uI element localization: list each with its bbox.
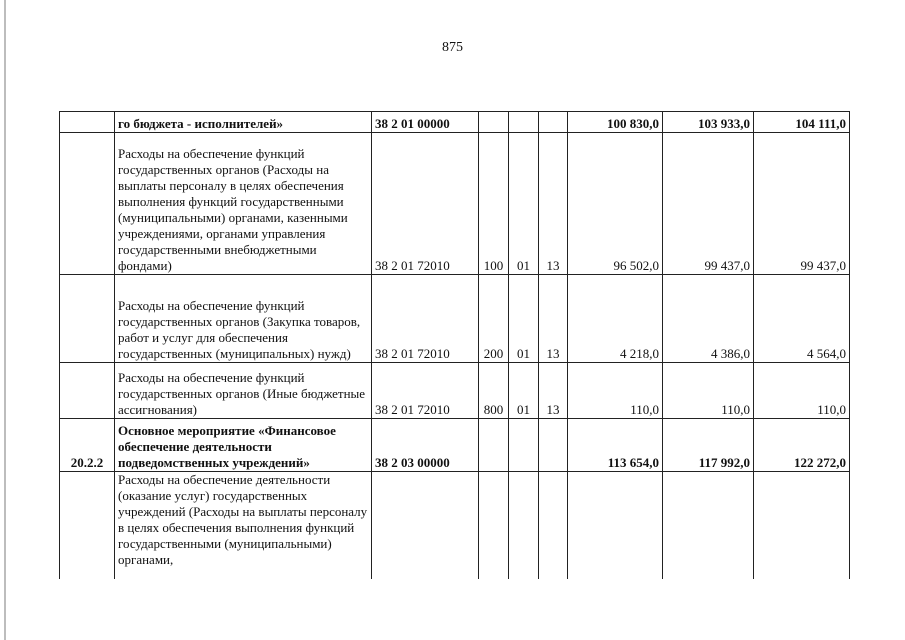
row-name: Расходы на обеспечение функций государственных органов (Иные бюджетные ассигнования) bbox=[115, 363, 372, 419]
row-year3 bbox=[754, 472, 850, 579]
row-name: Основное мероприятие «Финансовое обеспечение деятельности подведомственных учреждений» bbox=[115, 419, 372, 472]
row-pr: 13 bbox=[539, 133, 568, 275]
row-vr: 200 bbox=[479, 275, 509, 363]
row-year1: 100 830,0 bbox=[568, 112, 663, 133]
row-year2 bbox=[663, 472, 754, 579]
row-year1: 96 502,0 bbox=[568, 133, 663, 275]
row-year2: 110,0 bbox=[663, 363, 754, 419]
row-rz: 01 bbox=[509, 133, 539, 275]
table-row bbox=[60, 133, 850, 275]
row-vr bbox=[479, 112, 509, 133]
row-code: 38 2 01 00000 bbox=[372, 112, 479, 133]
table-row bbox=[60, 275, 850, 363]
row-rz bbox=[509, 112, 539, 133]
row-rz: 01 bbox=[509, 275, 539, 363]
row-code: 38 2 01 72010 bbox=[372, 133, 479, 275]
row-name: Расходы на обеспечение деятельности (оказание услуг) государственных учреждений (Расходы на выплаты персоналу в целях обеспечения выполнения функций государственными (муниципальными) органами, bbox=[115, 472, 372, 579]
row-year2: 117 992,0 bbox=[663, 419, 754, 472]
row-year1 bbox=[568, 472, 663, 579]
row-code: 38 2 01 72010 bbox=[372, 275, 479, 363]
row-year3: 110,0 bbox=[754, 363, 850, 419]
row-vr: 100 bbox=[479, 133, 509, 275]
row-pr: 13 bbox=[539, 275, 568, 363]
row-rz: 01 bbox=[509, 363, 539, 419]
row-index bbox=[60, 112, 115, 133]
row-index bbox=[60, 275, 115, 363]
page-number: 875 bbox=[442, 40, 463, 55]
row-vr bbox=[479, 472, 509, 579]
row-name: Расходы на обеспечение функций государственных органов (Расходы на выплаты персоналу в целях обеспечения выполнения функций государственными (муниципальными) органами, казенными учреждениями, органами управления государственными внебюджетными фондами) bbox=[115, 133, 372, 275]
row-rz bbox=[509, 472, 539, 579]
row-pr bbox=[539, 472, 568, 579]
row-pr bbox=[539, 419, 568, 472]
table-row bbox=[60, 472, 850, 579]
scan-edge bbox=[4, 0, 6, 640]
row-name: го бюджета - исполнителей» bbox=[115, 112, 372, 133]
row-code bbox=[372, 472, 479, 579]
table-row bbox=[60, 363, 850, 419]
row-index bbox=[60, 472, 115, 579]
row-pr bbox=[539, 112, 568, 133]
row-year1: 4 218,0 bbox=[568, 275, 663, 363]
row-rz bbox=[509, 419, 539, 472]
row-year1: 110,0 bbox=[568, 363, 663, 419]
row-year2: 99 437,0 bbox=[663, 133, 754, 275]
row-vr bbox=[479, 419, 509, 472]
row-vr: 800 bbox=[479, 363, 509, 419]
row-index bbox=[60, 363, 115, 419]
row-index: 20.2.2 bbox=[60, 419, 115, 472]
budget-table bbox=[59, 111, 850, 579]
row-year3: 104 111,0 bbox=[754, 112, 850, 133]
row-year2: 4 386,0 bbox=[663, 275, 754, 363]
row-code: 38 2 03 00000 bbox=[372, 419, 479, 472]
table-row bbox=[60, 112, 850, 133]
row-pr: 13 bbox=[539, 363, 568, 419]
row-year3: 122 272,0 bbox=[754, 419, 850, 472]
row-name: Расходы на обеспечение функций государственных органов (Закупка товаров, работ и услуг для обеспечения государственных (муниципальных) нужд) bbox=[115, 275, 372, 363]
row-index bbox=[60, 133, 115, 275]
row-year1: 113 654,0 bbox=[568, 419, 663, 472]
row-year2: 103 933,0 bbox=[663, 112, 754, 133]
row-year3: 99 437,0 bbox=[754, 133, 850, 275]
row-year3: 4 564,0 bbox=[754, 275, 850, 363]
table-row bbox=[60, 419, 850, 472]
row-code: 38 2 01 72010 bbox=[372, 363, 479, 419]
